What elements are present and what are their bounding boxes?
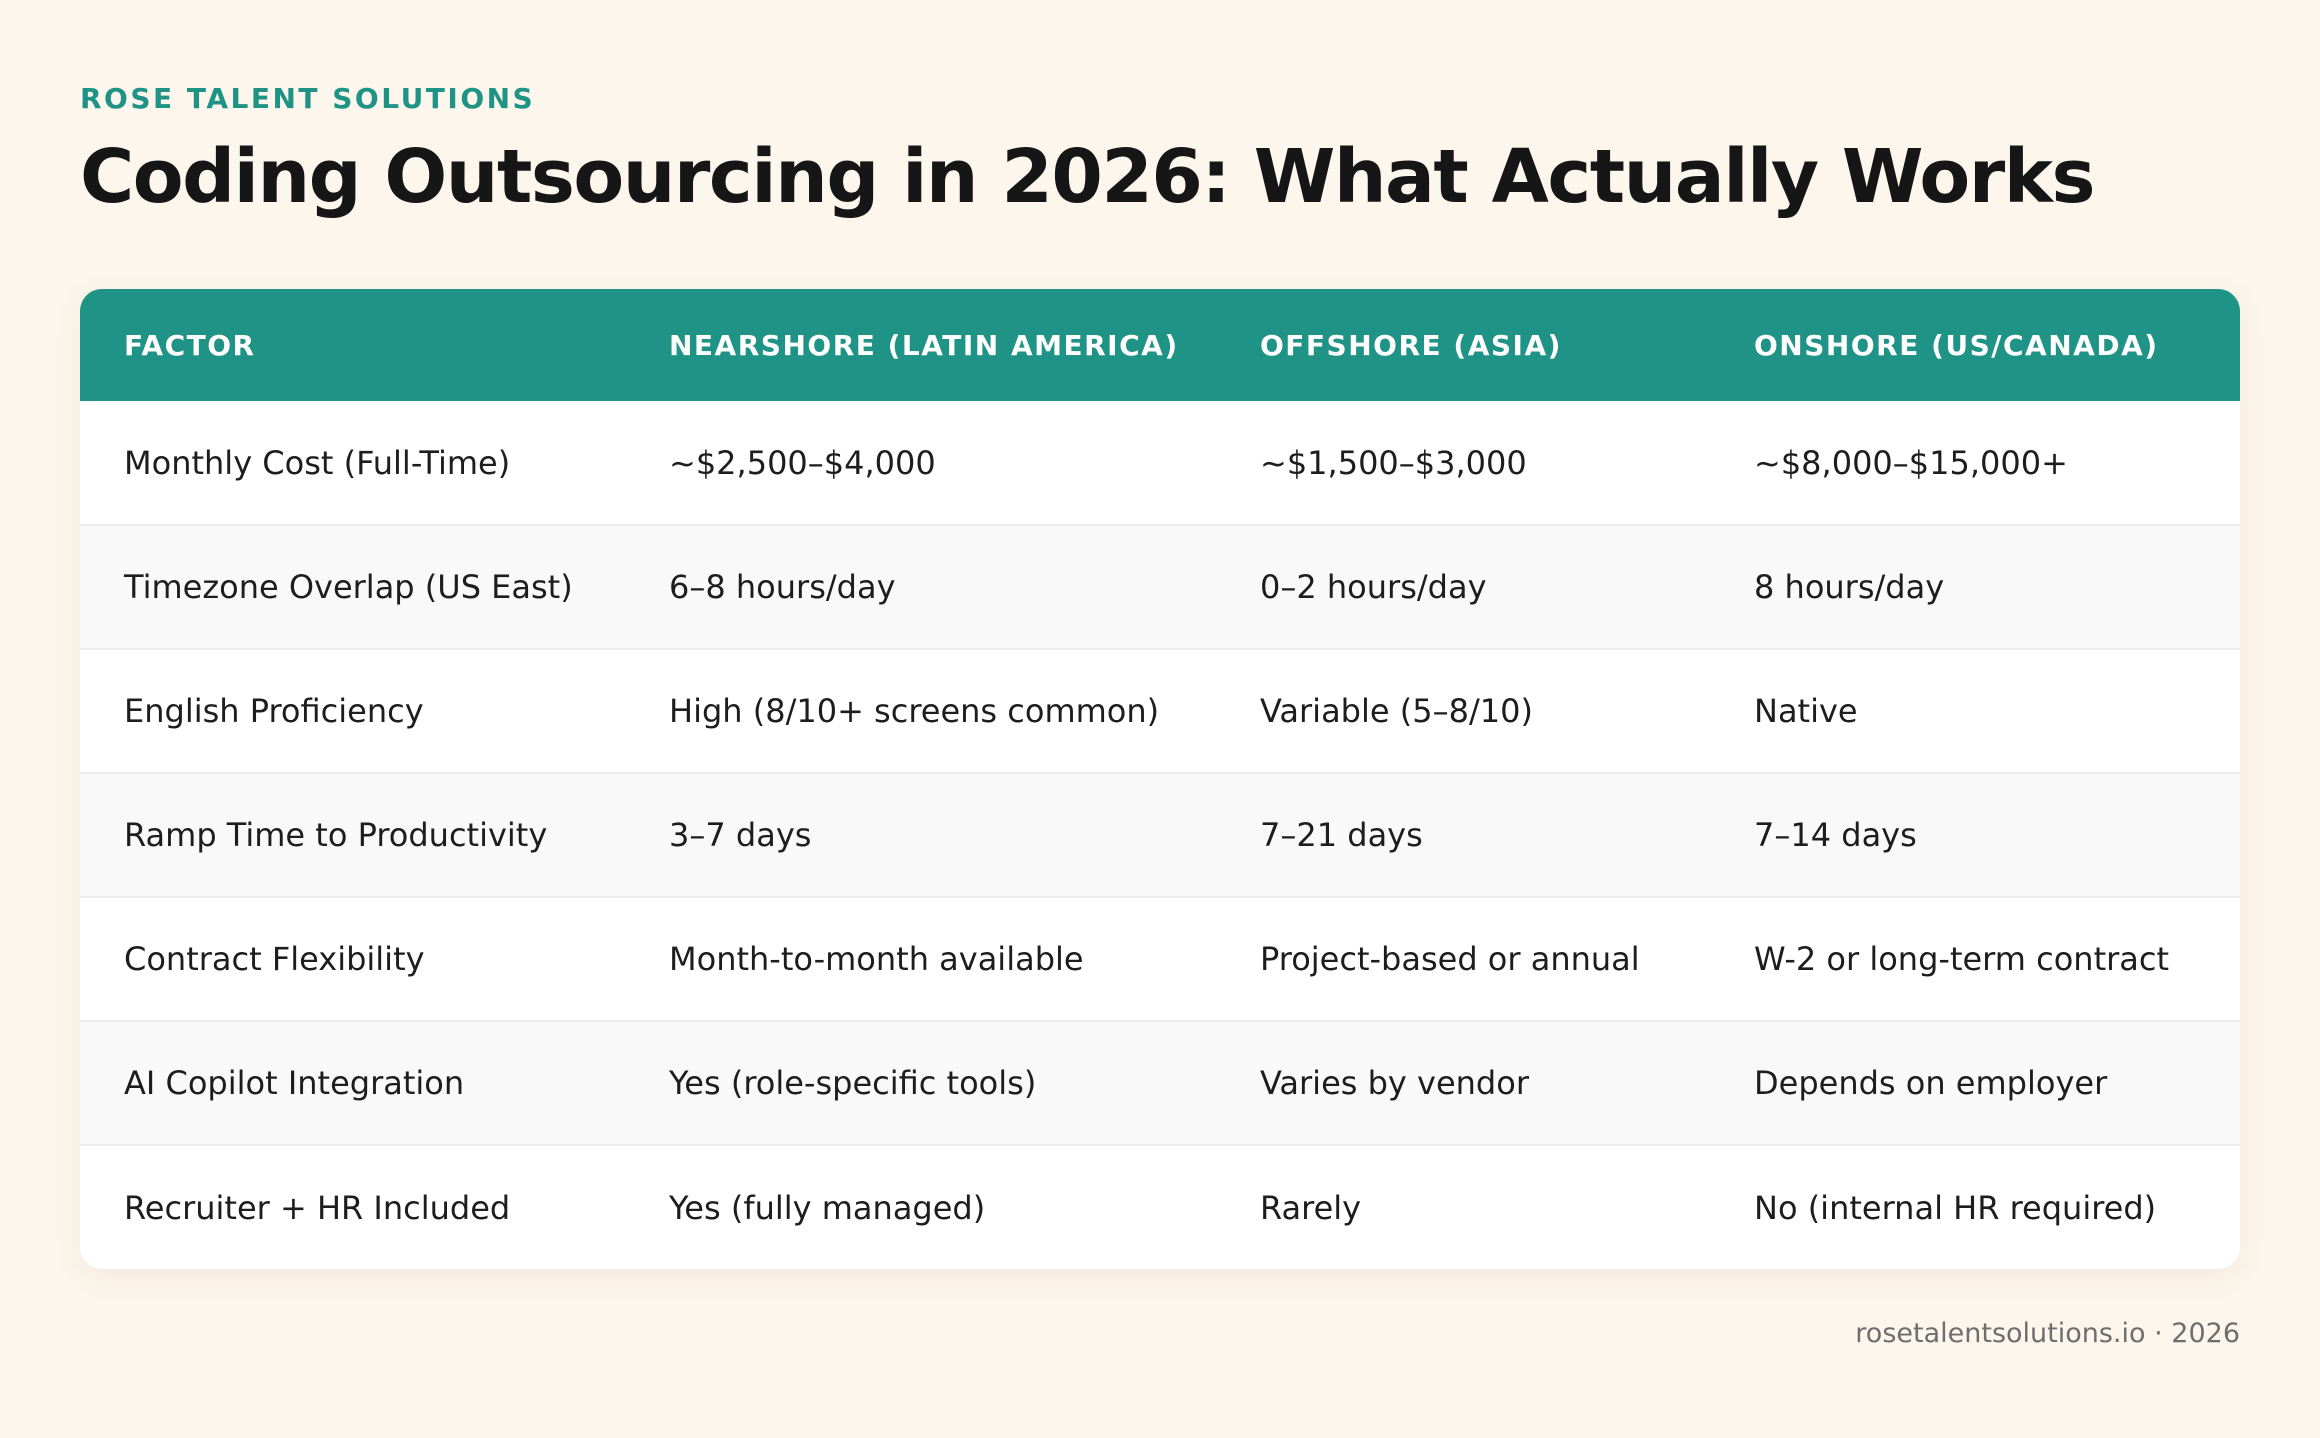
offshore-cell: Project-based or annual xyxy=(1260,940,1640,978)
nearshore-cell: 6–8 hours/day xyxy=(669,568,896,606)
onshore-cell: 8 hours/day xyxy=(1754,568,1945,606)
comparison-table-card xyxy=(80,289,2240,1269)
onshore-cell: No (internal HR required) xyxy=(1754,1188,2157,1227)
column-header-factor: FACTOR xyxy=(124,328,256,362)
offshore-cell: 0–2 hours/day xyxy=(1260,568,1487,606)
table-row xyxy=(80,773,2240,897)
onshore-cell: Native xyxy=(1754,692,1858,730)
offshore-cell: 7–21 days xyxy=(1260,816,1423,854)
page-title: Coding Outsourcing in 2026: What Actually Works xyxy=(80,134,2095,220)
table-row xyxy=(80,1145,2240,1269)
offshore-cell: Rarely xyxy=(1260,1188,1362,1227)
footer-credit: rosetalentsolutions.io · 2026 xyxy=(1855,1318,2240,1349)
offshore-cell: Variable (5–8/10) xyxy=(1260,692,1533,730)
onshore-cell: 7–14 days xyxy=(1754,816,1917,854)
offshore-cell: ~$1,500–$3,000 xyxy=(1260,443,1527,482)
factor-cell: Recruiter + HR Included xyxy=(124,1188,511,1227)
table-row xyxy=(80,1021,2240,1145)
factor-cell: Timezone Overlap (US East) xyxy=(124,568,573,606)
table-row xyxy=(80,401,2240,525)
factor-cell: AI Copilot Integration xyxy=(124,1064,465,1102)
factor-cell: Contract Flexibility xyxy=(124,940,425,978)
comparison-table xyxy=(80,289,2240,1269)
column-header-nearshore: NEARSHORE (LATIN AMERICA) xyxy=(669,328,1179,362)
table-row xyxy=(80,897,2240,1021)
column-header-onshore: ONSHORE (US/CANADA) xyxy=(1754,328,2159,362)
table-row xyxy=(80,649,2240,773)
onshore-cell: ~$8,000–$15,000+ xyxy=(1754,443,2068,482)
nearshore-cell: Yes (fully managed) xyxy=(669,1188,986,1227)
table-header-row xyxy=(80,289,2240,401)
nearshore-cell: Yes (role-specific tools) xyxy=(669,1064,1037,1102)
factor-cell: Ramp Time to Productivity xyxy=(124,816,548,854)
offshore-cell: Varies by vendor xyxy=(1260,1064,1529,1102)
nearshore-cell: ~$2,500–$4,000 xyxy=(669,443,936,482)
table-row xyxy=(80,525,2240,649)
onshore-cell: W-2 or long-term contract xyxy=(1754,940,2170,978)
nearshore-cell: 3–7 days xyxy=(669,816,812,854)
onshore-cell: Depends on employer xyxy=(1754,1064,2108,1102)
factor-cell: English Proficiency xyxy=(124,692,424,730)
nearshore-cell: High (8/10+ screens common) xyxy=(669,692,1160,730)
column-header-offshore: OFFSHORE (ASIA) xyxy=(1260,328,1562,362)
brand-eyebrow: ROSE TALENT SOLUTIONS xyxy=(80,82,536,115)
nearshore-cell: Month-to-month available xyxy=(669,940,1084,978)
factor-cell: Monthly Cost (Full-Time) xyxy=(124,443,511,482)
